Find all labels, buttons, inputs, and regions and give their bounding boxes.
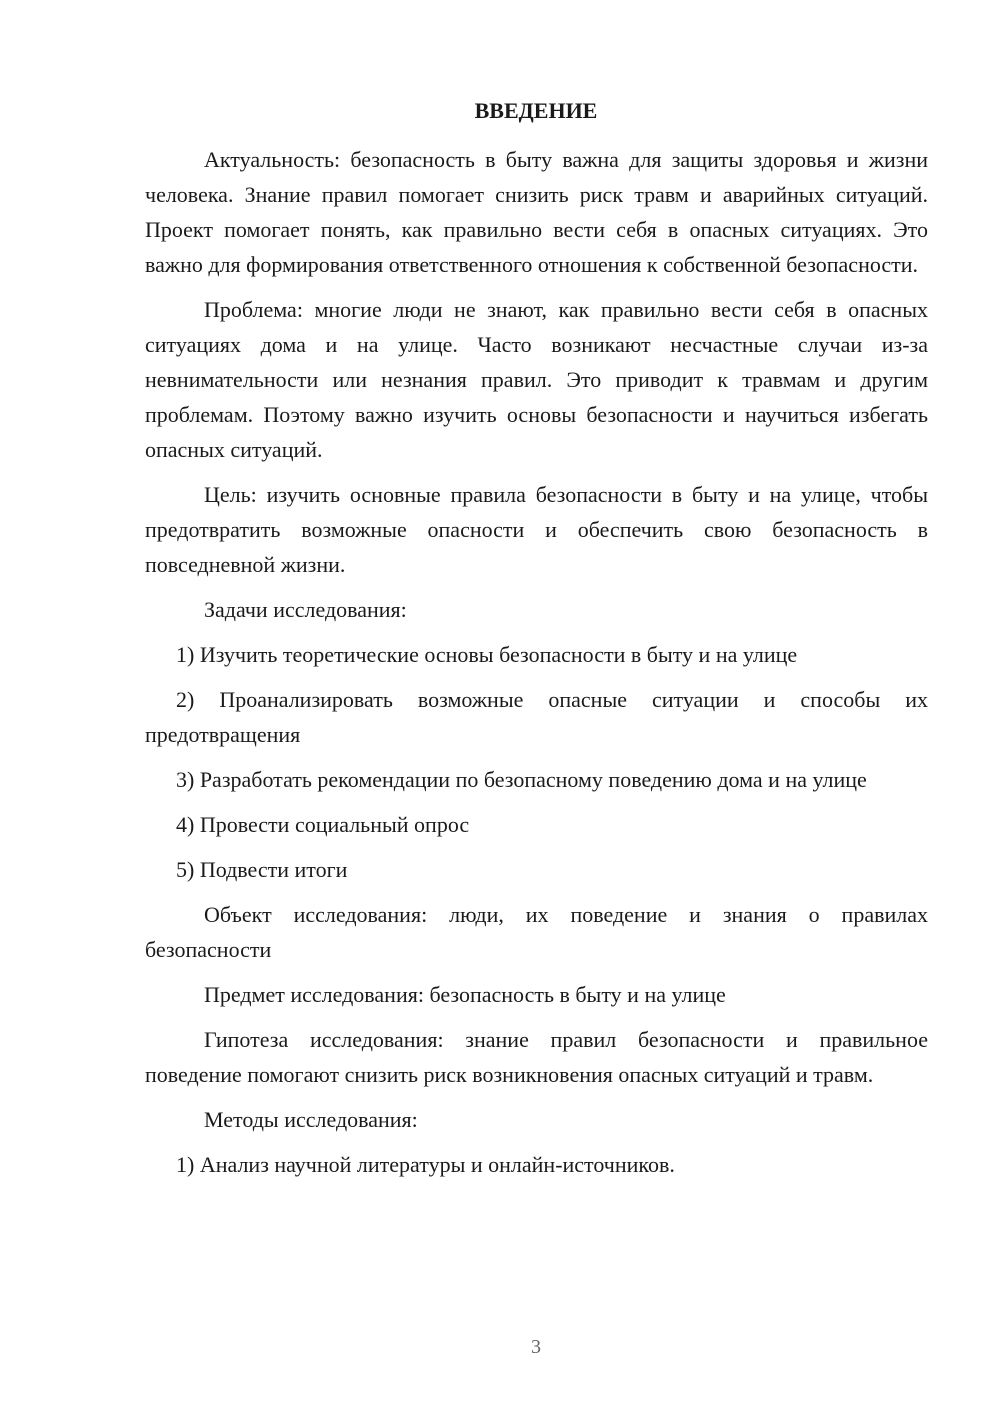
task-item-4: 4) Провести социальный опрос bbox=[176, 812, 470, 837]
paragraph-subject: Предмет исследования: безопасность в быту и на улице bbox=[204, 982, 726, 1007]
paragraph-methods-heading: Методы исследования: bbox=[204, 1107, 418, 1132]
task-item-1: 1) Изучить теоретические основы безопасности в быту и на улице bbox=[176, 642, 798, 667]
paragraph-tasks-heading: Задачи исследования: bbox=[204, 597, 407, 622]
method-item-1: 1) Анализ научной литературы и онлайн-источников. bbox=[176, 1152, 675, 1177]
page-number: 3 bbox=[531, 1336, 541, 1358]
task-item-5: 5) Подвести итоги bbox=[176, 857, 348, 882]
section-title: ВВЕДЕНИЕ bbox=[474, 98, 598, 123]
paragraph-relevance: Актуальность: безопасность в быту важна для защиты здоровья и жизни человека. Знание правил помогает снизить риск травм и аварийных ситуаций. Проект помогает понять, как правильно вести себя в опасных ситуациях. Это важно для формирования ответственного отношения к собственной безопасности. bbox=[145, 147, 928, 277]
paragraph-goal: Цель: изучить основные правила безопасности в быту и на улице, чтобы предотвратить возможные опасности и обеспечить свою безопасность в повседневной жизни. bbox=[145, 482, 928, 577]
paragraph-problem: Проблема: многие люди не знают, как правильно вести себя в опасных ситуациях дома и на улице. Часто возникают несчастные случаи из-за невнимательности или незнания правил. Это приводит к травмам и другим проблемам. Поэтому важно изучить основы безопасности и научиться избегать опасных ситуаций. bbox=[145, 297, 928, 462]
paragraph-hypothesis: Гипотеза исследования: знание правил безопасности и правильное поведение помогают снизить риск возникновения опасных ситуаций и травм. bbox=[145, 1027, 928, 1087]
body-text bbox=[145, 142, 928, 1182]
paragraph-object: Объект исследования: люди, их поведение и знания о правилах безопасности bbox=[145, 902, 928, 962]
task-item-2: 2) Проанализировать возможные опасные ситуации и способы их предотвращения bbox=[145, 687, 928, 747]
task-item-3: 3) Разработать рекомендации по безопасному поведению дома и на улице bbox=[176, 767, 867, 792]
